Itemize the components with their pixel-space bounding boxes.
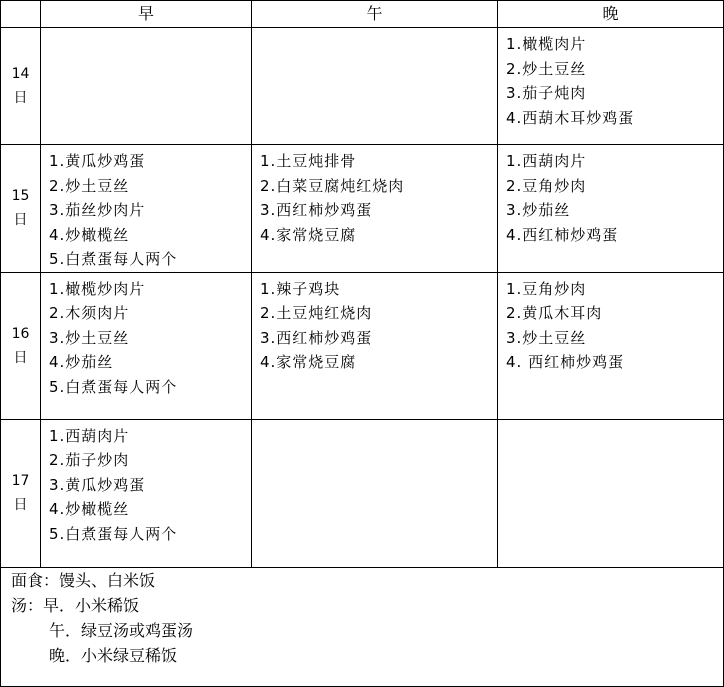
day-number: 15 <box>11 188 30 205</box>
dish-item: 3.西红柿炒鸡蛋 <box>260 201 373 219</box>
breakfast-cell <box>41 272 252 419</box>
dish-item: 4.家常烧豆腐 <box>260 225 357 244</box>
notes-cell <box>1 567 724 686</box>
staple-note: 面食：馒头、白米饭 <box>11 570 156 590</box>
dish-item: 4.西红柿炒鸡蛋 <box>506 225 619 244</box>
dish-item: 5.白煮蛋每人两个 <box>49 250 178 268</box>
dish-item: 1.辣子鸡块 <box>260 279 341 298</box>
day-unit: 日 <box>13 349 28 366</box>
dish-item: 1.黄瓜炒鸡蛋 <box>49 152 146 170</box>
day-number: 14 <box>11 66 30 82</box>
header-day-column <box>1 1 41 28</box>
dish-item: 2.白菜豆腐炖红烧肉 <box>260 176 405 195</box>
dish-item: 4. 西红柿炒鸡蛋 <box>506 353 625 371</box>
header-row <box>1 1 724 28</box>
dish-item: 5.白煮蛋每人两个 <box>49 524 178 543</box>
breakfast-cell <box>41 28 252 145</box>
dish-item: 2.土豆炖红烧肉 <box>260 304 373 322</box>
lunch-cell <box>252 272 498 419</box>
lunch-cell <box>252 419 498 567</box>
dish-item: 1.西葫肉片 <box>506 152 587 170</box>
dish-item: 3.炒土豆丝 <box>506 328 587 347</box>
day-number: 16 <box>11 325 30 342</box>
dish-item: 3.炒土豆丝 <box>49 328 130 347</box>
notes-row <box>1 567 724 686</box>
breakfast-cell <box>41 145 252 273</box>
dish-item: 2.木须肉片 <box>49 304 130 322</box>
day-unit: 日 <box>13 497 28 513</box>
dinner-cell <box>498 28 724 145</box>
dish-item: 4.炒橄榄丝 <box>49 500 130 518</box>
day-number: 17 <box>11 473 30 489</box>
dish-item: 4.西葫木耳炒鸡蛋 <box>506 108 635 127</box>
day-unit: 日 <box>13 90 28 106</box>
dish-item: 1.橄榄肉片 <box>506 35 587 53</box>
dish-item: 4.炒橄榄丝 <box>49 225 130 244</box>
header-dinner: 晚 <box>498 1 724 28</box>
dish-item: 3.炒茄丝 <box>506 201 571 219</box>
soup-breakfast-note: 汤：早．小米稀饭 <box>11 595 140 615</box>
day-row-17 <box>1 419 724 567</box>
dinner-cell <box>498 419 724 567</box>
day-unit: 日 <box>13 212 28 229</box>
breakfast-cell <box>41 419 252 567</box>
breakfast-list <box>49 277 251 400</box>
dinner-list <box>506 149 723 247</box>
dish-item: 2.豆角炒肉 <box>506 176 587 195</box>
dish-item: 5.白煮蛋每人两个 <box>49 377 178 396</box>
dish-item: 1.西葫肉片 <box>49 426 130 445</box>
dish-item: 2.茄子炒肉 <box>49 451 130 469</box>
lunch-list <box>260 149 497 247</box>
soup-dinner-note: 晚．小米绿豆稀饭 <box>49 645 178 665</box>
breakfast-list <box>49 424 251 547</box>
soup-lunch-note: 午．绿豆汤或鸡蛋汤 <box>49 620 194 640</box>
dinner-cell <box>498 272 724 419</box>
dish-item: 1.土豆炖排骨 <box>260 152 357 170</box>
dish-item: 4.炒茄丝 <box>49 353 114 371</box>
dish-item: 4.家常烧豆腐 <box>260 353 357 371</box>
lunch-list <box>260 277 497 375</box>
dish-item: 2.炒土豆丝 <box>49 176 130 195</box>
lunch-cell <box>252 28 498 145</box>
dish-item: 3.黄瓜炒鸡蛋 <box>49 475 146 494</box>
day-row-14 <box>1 28 724 145</box>
day-label <box>1 145 41 273</box>
dish-item: 2.黄瓜木耳肉 <box>506 304 603 322</box>
dish-item: 3.茄子炖肉 <box>506 84 587 102</box>
header-breakfast: 早 <box>41 1 252 28</box>
day-label <box>1 272 41 419</box>
lunch-cell <box>252 145 498 273</box>
dish-item: 1.豆角炒肉 <box>506 279 587 298</box>
dish-item: 2.炒土豆丝 <box>506 59 587 78</box>
dinner-list <box>506 32 723 130</box>
breakfast-list <box>49 149 251 272</box>
header-lunch: 午 <box>252 1 498 28</box>
day-label <box>1 28 41 145</box>
dinner-list <box>506 277 723 375</box>
dish-item: 3.西红柿炒鸡蛋 <box>260 328 373 347</box>
day-row-15 <box>1 145 724 273</box>
dish-item: 3.茄丝炒肉片 <box>49 201 146 219</box>
day-label <box>1 419 41 567</box>
day-row-16 <box>1 272 724 419</box>
dish-item: 1.橄榄炒肉片 <box>49 279 146 298</box>
dinner-cell <box>498 145 724 273</box>
